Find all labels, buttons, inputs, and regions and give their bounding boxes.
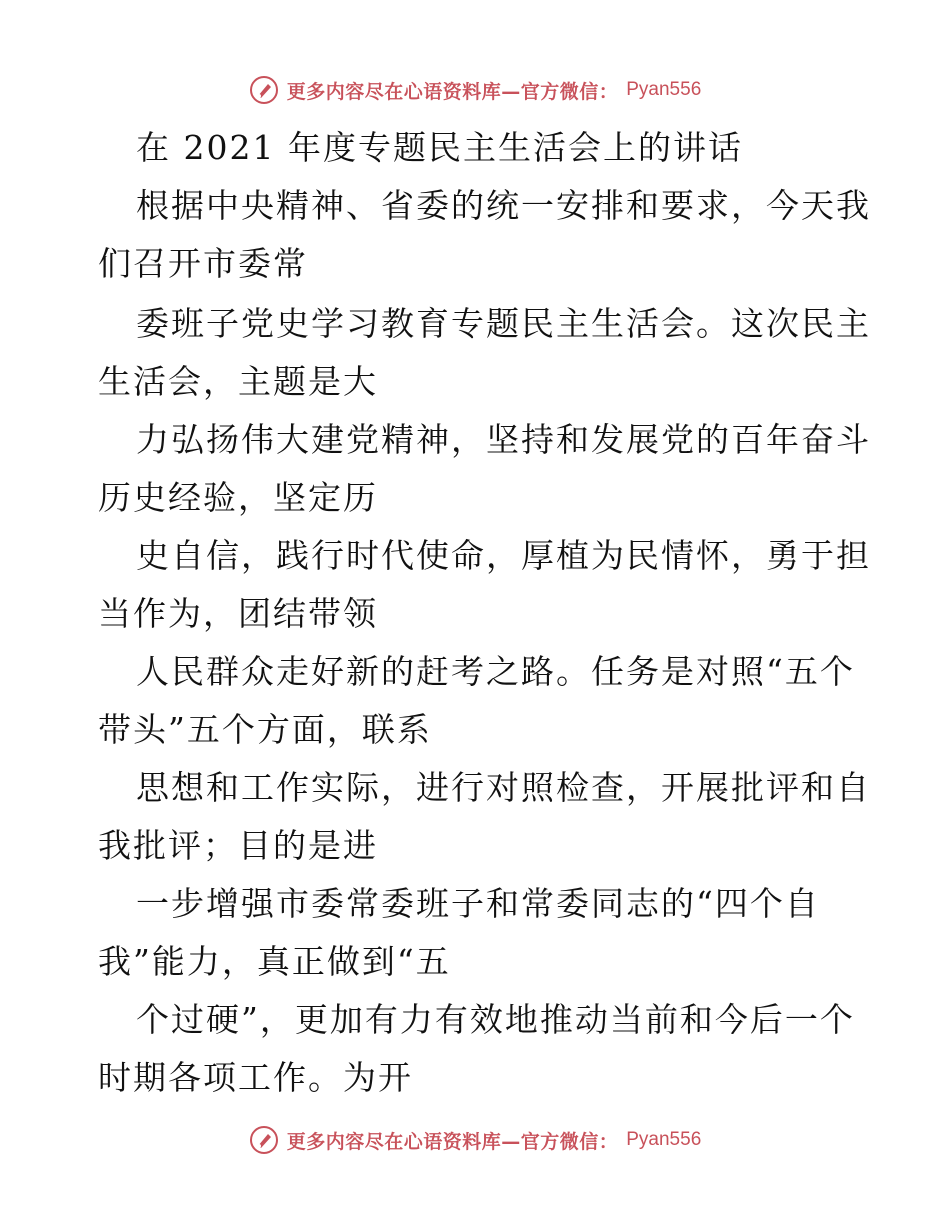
paragraph-line: 委班子党史学习教育专题民主生活会。这次民主 [136, 304, 871, 343]
footer-watermark [0, 1120, 950, 1160]
paragraph-line: 们召开市委常 [98, 244, 308, 283]
watermark-wechat-id: Pyan556 [626, 79, 702, 100]
paragraph-line: 我”能力，真正做到“五 [98, 942, 451, 981]
watermark-text: 更多内容尽在心语资料库—官方微信： [286, 80, 619, 103]
paragraph-line: 当作为，团结带领 [98, 594, 378, 633]
paragraph-line: 根据中央精神、省委的统一安排和要求，今天我 [136, 186, 871, 225]
watermark-wechat-id: Pyan556 [626, 1129, 702, 1150]
paragraph-line: 带头”五个方面，联系 [98, 710, 432, 749]
pen-nib-icon [249, 1125, 279, 1155]
pen-nib-icon [249, 75, 279, 105]
paragraph-line: 一步增强市委常委班子和常委同志的“四个自 [136, 884, 820, 923]
paragraph-line: 生活会，主题是大 [98, 362, 378, 401]
paragraph-line: 力弘扬伟大建党精神，坚持和发展党的百年奋斗 [136, 420, 871, 459]
paragraph-line: 个过硬”，更加有力有效地推动当前和今后一个 [136, 1000, 855, 1039]
paragraph-line: 思想和工作实际，进行对照检查，开展批评和自 [136, 768, 871, 807]
paragraph-line: 史自信，践行时代使命，厚植为民情怀，勇于担 [136, 536, 871, 575]
header-watermark [0, 70, 950, 110]
paragraph-line: 我批评；目的是进 [98, 826, 378, 865]
watermark-text: 更多内容尽在心语资料库—官方微信： [286, 1130, 619, 1153]
document-title: 在 2021 年度专题民主生活会上的讲话 [136, 128, 743, 167]
paragraph-line: 历史经验，坚定历 [98, 478, 378, 517]
paragraph-line: 人民群众走好新的赶考之路。任务是对照“五个 [136, 652, 855, 691]
paragraph-line: 时期各项工作。为开 [98, 1058, 413, 1097]
